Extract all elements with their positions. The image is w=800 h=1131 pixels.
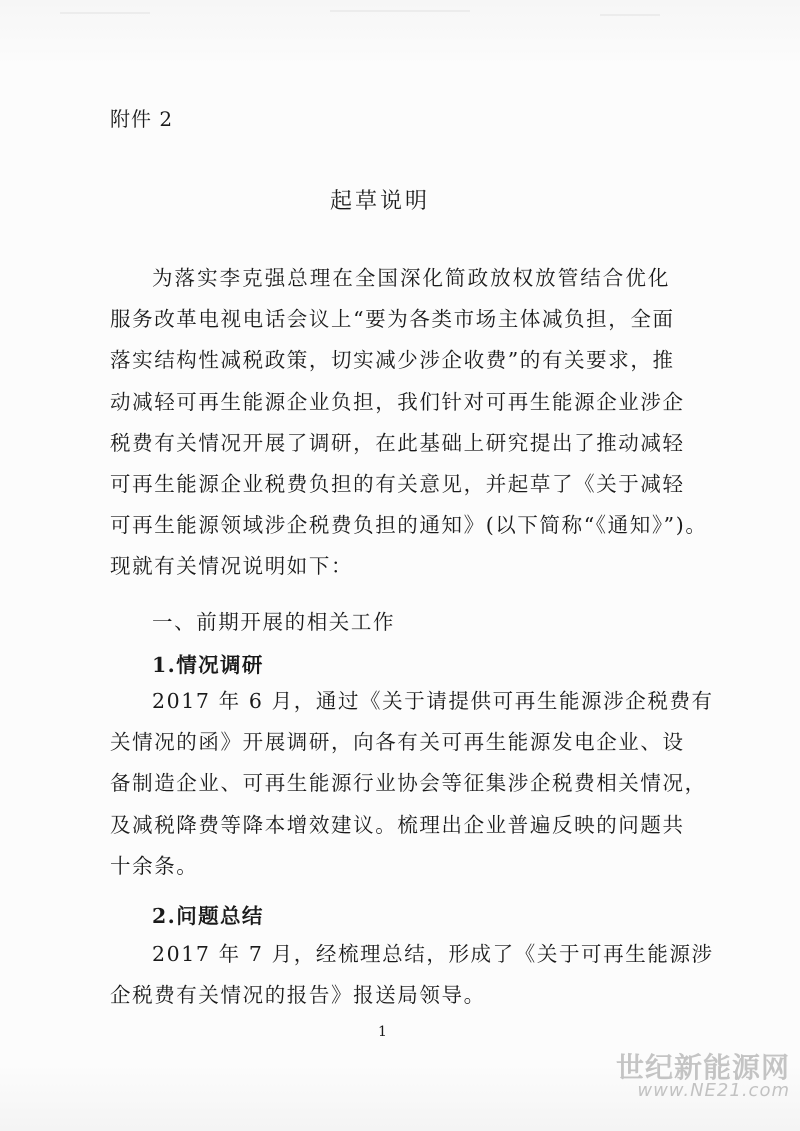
watermark	[615, 1050, 790, 1102]
subsection-heading-1: 1.情况调研	[152, 653, 264, 677]
intro-line: 税费有关情况开展了调研，在此基础上研究提出了推动减轻	[110, 430, 685, 455]
body-line: 及减税降费等降本增效建议。梳理出企业普遍反映的问题共	[110, 812, 685, 837]
body-line: 企税费有关情况的报告》报送局领导。	[110, 983, 486, 1008]
document-title: 起草说明	[329, 189, 430, 214]
body-line: 2017 年 7 月，经梳理总结，形成了《关于可再生能源涉	[152, 942, 714, 966]
intro-line: 为落实李克强总理在全国深化简政放权放管结合优化	[152, 266, 670, 290]
intro-line: 可再生能源企业税费负担的有关意见，并起草了《关于减轻	[110, 472, 685, 497]
subsection-heading-2: 2.问题总结	[152, 904, 264, 928]
body-line: 备制造企业、可再生能源行业协会等征集涉企税费相关情况，	[110, 771, 707, 796]
intro-line: 服务改革电视电话会议上“要为各类市场主体减负担，全面	[110, 307, 675, 332]
intro-paragraph	[110, 258, 708, 588]
page-number: 1	[378, 1024, 387, 1040]
body-line: 十余条。	[110, 853, 199, 878]
watermark-name: 世纪新能源网	[615, 1050, 790, 1084]
subsection-2-paragraph	[110, 934, 714, 1016]
intro-line: 现就有关情况说明如下：	[110, 554, 354, 579]
subsection-1-paragraph	[110, 681, 714, 887]
annex-label: 附件 2	[110, 107, 174, 131]
scan-artifact	[600, 14, 660, 16]
section-heading-1: 一、前期开展的相关工作	[152, 610, 396, 634]
body-line: 2017 年 6 月，通过《关于请提供可再生能源涉企税费有	[152, 689, 714, 713]
scan-artifact	[330, 10, 470, 12]
body-line: 关情况的函》开展调研，向各有关可再生能源发电企业、设	[110, 730, 685, 755]
intro-line: 落实结构性减税政策，切实减少涉企收费”的有关要求，推	[110, 348, 675, 373]
watermark-url: www.NE21.com	[637, 1080, 790, 1102]
intro-line: 可再生能源领域涉企税费负担的通知》(以下简称“《通知》”)。	[110, 513, 708, 538]
intro-line: 动减轻可再生能源企业负担，我们针对可再生能源企业涉企	[110, 389, 685, 414]
scan-artifact	[60, 12, 150, 14]
